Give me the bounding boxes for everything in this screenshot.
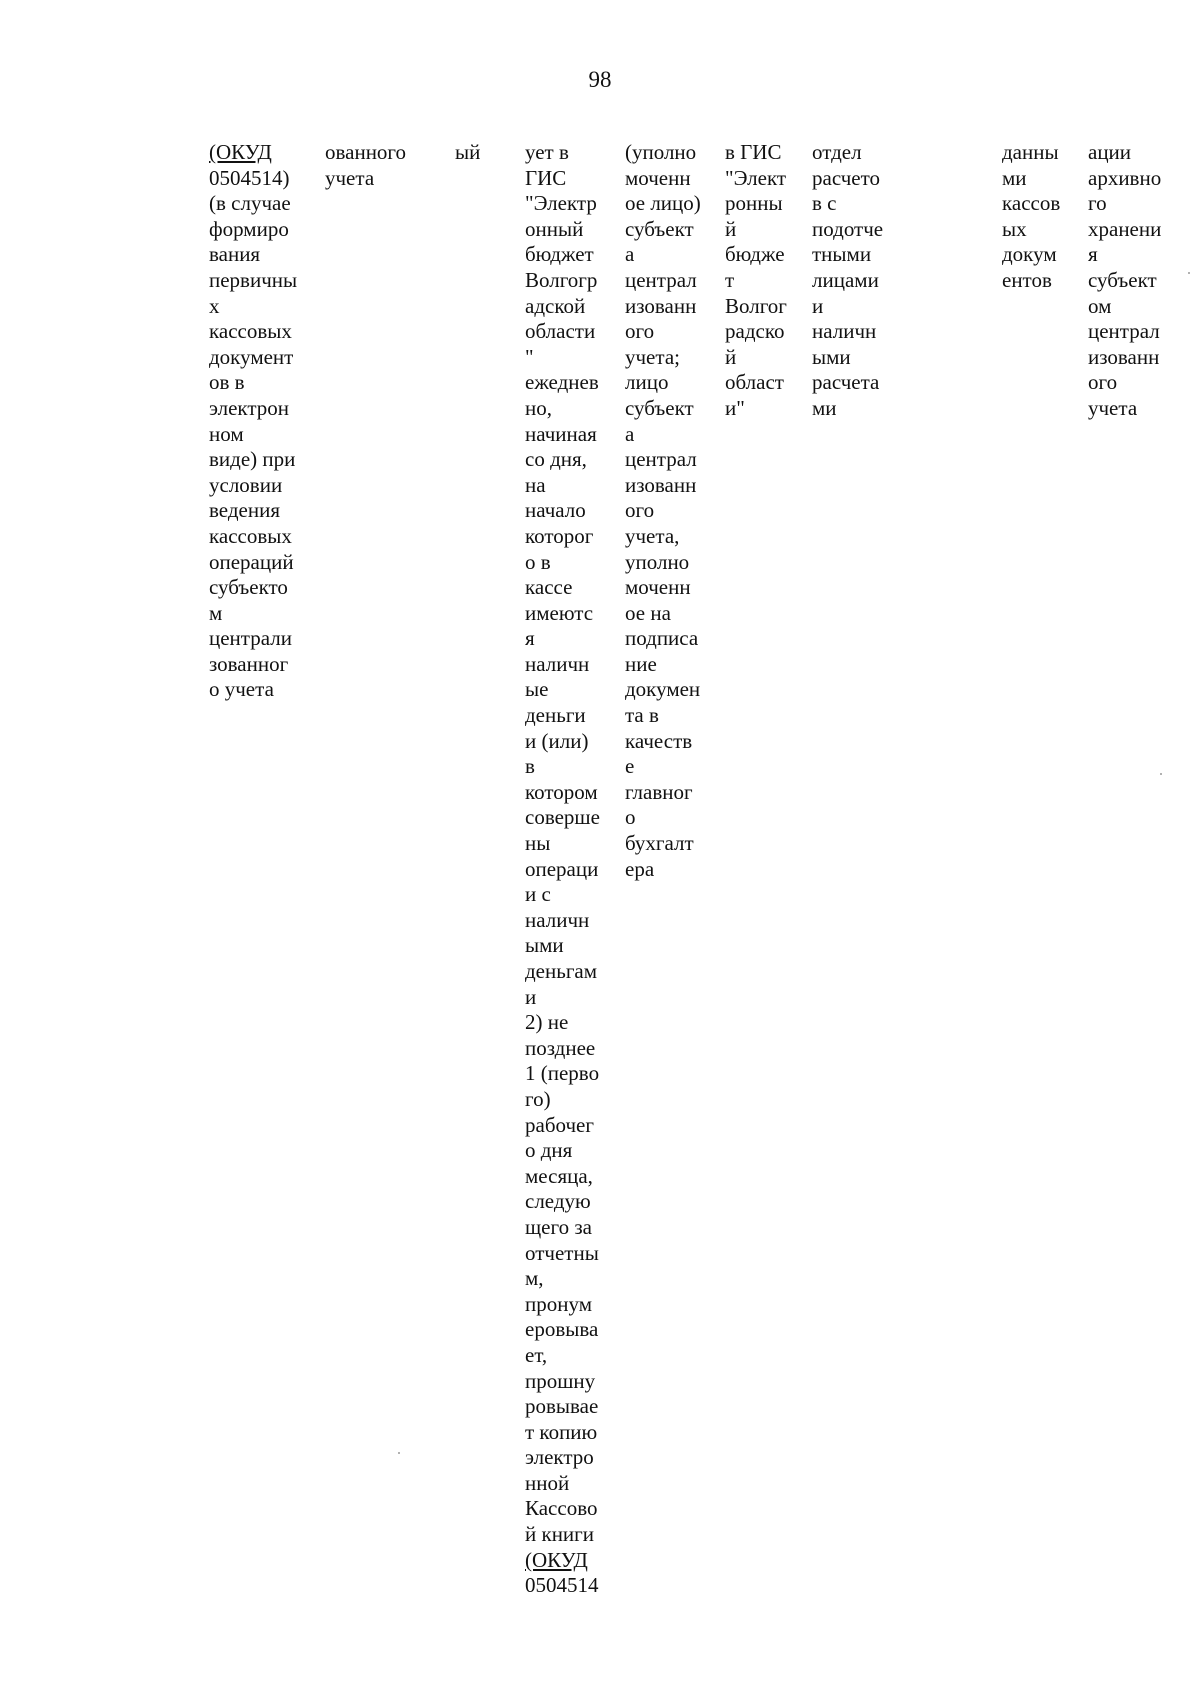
scan-speck (1188, 272, 1190, 274)
okud-reference: (ОКУД (209, 140, 272, 164)
cell-text: ации архивно го хранени я субъект ом централ изованн ого учета (1088, 140, 1162, 420)
cell-text: ует в ГИС "Электр онный бюджет Волгогр адской области " ежеднев но, начиная со дня, на начало которог о в кассе имеютс я наличн ые деньги и (или) в котором соверше ны оперaци и с наличн ыми деньгам и 2) не позднее 1 (перво го) рабочег о дня месяца, следую щего за отчетны м, пронум еровыва ет, прошну ровывае т копию электро нной Кассово й книги (525, 140, 600, 1547)
table-cell-procedure (525, 140, 600, 1599)
cell-text: ованного учета (325, 140, 407, 190)
table-cell-document-form (209, 140, 297, 703)
table-cell-responsible-person (625, 140, 701, 882)
page-number: 98 (588, 67, 612, 92)
table-cell-data (1002, 140, 1060, 294)
table-cell-accounting (325, 140, 406, 191)
table-cell-archive (1088, 140, 1161, 422)
okud-reference: (ОКУД (525, 1547, 588, 1572)
cell-text: ый (455, 140, 481, 164)
scan-speck (398, 1452, 400, 1454)
cell-text: отдел расчето в с подотче тными лицами и наличн ыми расчета ми (812, 140, 884, 420)
cell-text: 0504514) (в случае формиро вания первичны х кассовых документ ов в электрон ном виде) при условии ведения кассовых операций субъекто м централи зованног о учета (209, 165, 298, 702)
cell-text-tail: 0504514 (525, 1573, 599, 1598)
cell-text: данны ми кассов ых докум ентов (1002, 140, 1061, 292)
scan-speck (1160, 773, 1162, 775)
table-cell-department (812, 140, 883, 422)
table-cell-system (725, 140, 787, 422)
cell-text: (уполно моченн ое лицо) субъект а централ изованн ого учета; лицо субъект а централ изованн ого учета, уполно моченн ое на подписа ние докумен та в качеств е главног о бухгалт ера (625, 140, 701, 881)
cell-text: в ГИС "Элект ронны й бюдже т Волгог радско й област и" (725, 140, 787, 420)
table-cell-type (455, 140, 480, 166)
